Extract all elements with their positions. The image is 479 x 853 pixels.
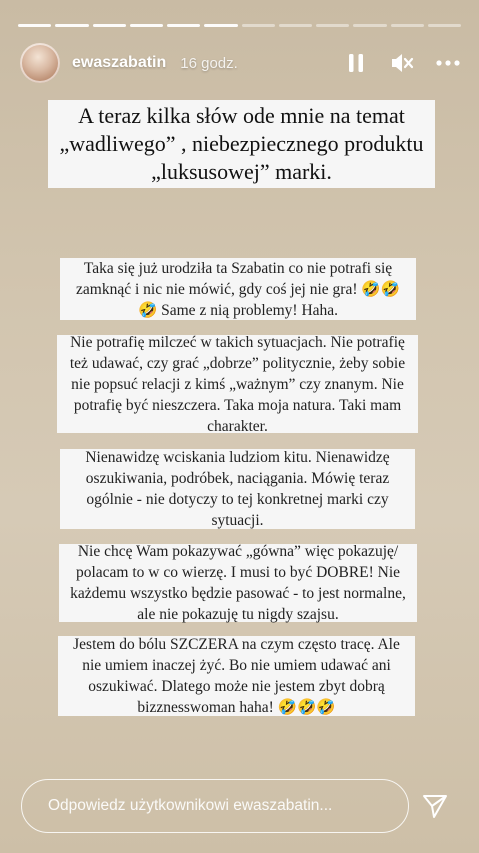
send-icon[interactable] [420, 791, 450, 821]
paragraph-2: Nie potrafię milczeć w takich sytuacjach. Nie potrafię też udawać, czy grać „dobrze” politycznie, żeby sobie nie popsuć relacji z kimś „ważnym” czy znanym. Nie potrafię być nieszczera. Taka moja natura. Taki mam charakter. [57, 335, 418, 433]
paragraph-5: Jestem do bólu SZCZERA na czym często tracę. Ale nie umiem inaczej żyć. Bo nie umiem udawać ani oszukiwać. Dlatego może nie jestem zbyt dobrą bizznesswoman haha! 🤣🤣🤣 [58, 636, 415, 716]
story-header [20, 42, 461, 84]
progress-segment [353, 24, 386, 27]
progress-segment [242, 24, 275, 27]
avatar[interactable] [20, 43, 60, 83]
paragraph-1: Taka się już urodziła ta Szabatin co nie potrafi się zamknąć i nic nie mówić, gdy coś jej nie gra! 🤣🤣🤣 Same z nią problemy! Haha. [60, 258, 416, 320]
progress-segment [428, 24, 461, 27]
post-time: 16 godz. [180, 54, 238, 72]
progress-segment [55, 24, 88, 27]
story-controls [343, 50, 461, 76]
reply-placeholder: Odpowiedz użytkownikowi ewaszabatin... [48, 797, 333, 814]
progress-segment [93, 24, 126, 27]
paragraph-3: Nienawidzę wciskania ludziom kitu. Nienawidzę oszukiwania, podróbek, naciągania. Mówię teraz ogólnie - nie dotyczy to tej konkretnej marki czy sytuacji. [60, 449, 415, 529]
progress-segment [316, 24, 349, 27]
progress-segment [167, 24, 200, 27]
progress-segment [391, 24, 424, 27]
story-title: A teraz kilka słów ode mnie na temat „wadliwego” , niebezpiecznego produktu „luksusowej” marki. [48, 100, 435, 188]
progress-segment [18, 24, 51, 27]
pause-icon[interactable] [343, 50, 369, 76]
mute-icon[interactable] [389, 50, 415, 76]
progress-segment [130, 24, 163, 27]
story-progress-bar [18, 24, 461, 27]
paragraph-4: Nie chcę Wam pokazywać „gówna” więc pokazuję/ polacam to w co wierzę. I musi to być DOBRE! Nie każdemu wszystko będzie pasować - to jest normalne, ale nie pokazuję tu nigdy szajsu. [59, 544, 417, 622]
more-icon[interactable] [435, 50, 461, 76]
username[interactable]: ewaszabatin [72, 54, 167, 71]
reply-input[interactable] [21, 779, 409, 833]
progress-segment [204, 24, 237, 27]
progress-segment [279, 24, 312, 27]
